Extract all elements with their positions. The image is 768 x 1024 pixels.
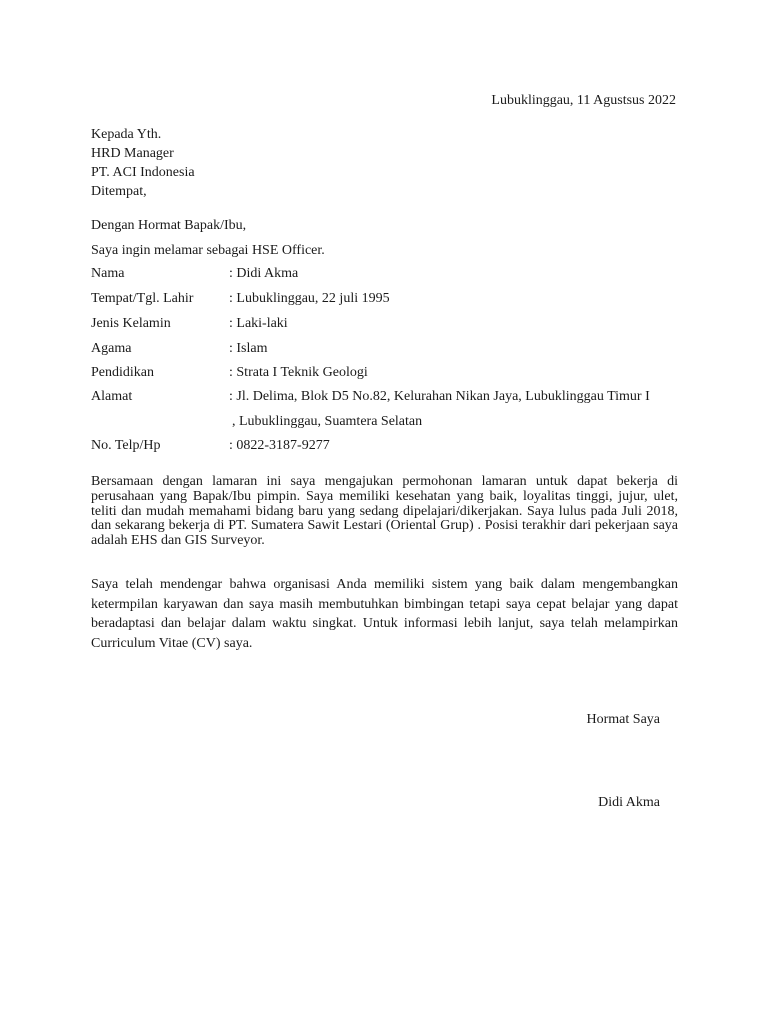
- body-paragraph-1: Bersamaan dengan lamaran ini saya mengajukan permohonan lamaran untuk dapat bekerja di perusahaan yang Bapak/Ibu pimpin. Saya memiliki kesehatan yang baik, loyalitas tinggi, jujur, ulet, teliti dan mudah memahami bidang baru yang sedang dipelajari/dikerjakan. Saya lulus pada Juli 2018, dan sekarang bekerja di PT. Sumatera Sawit Lestari (Oriental Grup) . Posisi terakhir dari pekerjaan saya adalah EHS dan GIS Surveyor.: [91, 474, 678, 549]
- field-value-address-2: , Lubuklinggau, Suamtera Selatan: [232, 414, 423, 429]
- field-value-ttl: : Lubuklinggau, 22 juli 1995: [229, 291, 390, 306]
- field-label-nama: Nama: [91, 266, 125, 281]
- recipient-line-3: PT. ACI Indonesia: [91, 165, 195, 180]
- field-label-address: Alamat: [91, 389, 133, 404]
- field-value-education: : Strata I Teknik Geologi: [229, 365, 368, 380]
- field-value-address: : Jl. Delima, Blok D5 No.82, Kelurahan Nikan Jaya, Lubuklinggau Timur I: [229, 389, 650, 404]
- field-value-nama: : Didi Akma: [229, 266, 299, 281]
- recipient-line-1: Kepada Yth.: [91, 127, 162, 142]
- salutation: Dengan Hormat Bapak/Ibu,: [91, 218, 247, 233]
- field-label-religion: Agama: [91, 341, 132, 356]
- signature-name: Didi Akma: [598, 795, 660, 810]
- field-label-ttl: Tempat/Tgl. Lahir: [91, 291, 194, 306]
- place-date: Lubuklinggau, 11 Agustsus 2022: [491, 93, 676, 108]
- recipient-line-2: HRD Manager: [91, 146, 174, 161]
- field-value-phone: : 0822-3187-9277: [229, 438, 330, 453]
- recipient-line-4: Ditempat,: [91, 184, 147, 199]
- closing: Hormat Saya: [586, 712, 660, 727]
- field-value-gender: : Laki-laki: [229, 316, 288, 331]
- body-paragraph-2: Saya telah mendengar bahwa organisasi Anda memiliki sistem yang baik dalam mengembangkan ketermpilan karyawan dan saya masih membutuhkan bimbingan tetapi saya cepat belajar yang dapat beradaptasi dan belajar dalam waktu singkat. Untuk informasi lebih lanjut, saya telah melampirkan Curriculum Vitae (CV) saya.: [91, 577, 678, 651]
- field-value-religion: : Islam: [229, 341, 268, 356]
- field-label-gender: Jenis Kelamin: [91, 316, 171, 331]
- field-label-phone: No. Telp/Hp: [91, 438, 161, 453]
- field-label-education: Pendidikan: [91, 365, 154, 380]
- intro-text: Saya ingin melamar sebagai HSE Officer.: [91, 243, 325, 258]
